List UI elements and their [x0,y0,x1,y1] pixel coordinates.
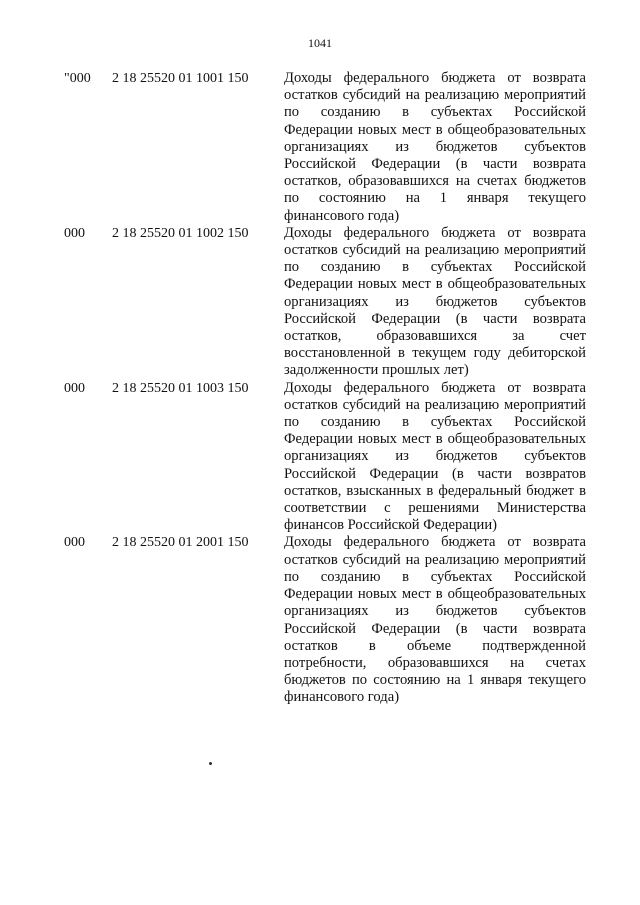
budget-classification-code: 2 18 25520 01 2001 150 [112,535,249,551]
income-description: Доходы федерального бюджета от возврата остатков субсидий на реализацию мероприятий по созданию в субъектах Российской Федерации новых мест в общеобразовательных организациях из бюджетов субъектов Российской Федерации (в части возвратов остатков, взысканных в федеральный бюджет в соответствии с решениями Министерства финансов Российской Федерации) [284,379,586,534]
budget-classification-code: 2 18 25520 01 1001 150 [112,71,249,86]
income-description: Доходы федерального бюджета от возврата остатков субсидий на реализацию мероприятий по созданию в субъектах Российской Федерации новых мест в общеобразовательных организациях из бюджетов субъектов Российской Федерации (в части возврата остатков, образовавшихся за счет восстановленной в текущем году дебиторской задолженности прошлых лет) [284,224,586,379]
budget-classification-list [64,70,592,707]
administrator-code: "000 [64,71,91,86]
budget-entry [64,225,592,380]
administrator-code: 000 [64,380,85,396]
administrator-code: 000 [64,535,85,551]
budget-classification-code: 2 18 25520 01 1002 150 [112,225,249,241]
budget-entry [64,534,592,706]
budget-classification-code: 2 18 25520 01 1003 150 [112,380,249,396]
administrator-code: 000 [64,225,85,241]
page-number: 1041 [308,36,332,50]
income-description: Доходы федерального бюджета от возврата остатков субсидий на реализацию мероприятий по созданию в субъектах Российской Федерации новых мест в общеобразовательных организациях из бюджетов субъектов Российской Федерации (в части возврата остатков, образовавшихся на счетах бюджетов по состоянию на 1 января текущего финансового года) [284,70,586,224]
budget-entry [64,70,592,225]
budget-entry [64,380,592,535]
income-description: Доходы федерального бюджета от возврата остатков субсидий на реализацию мероприятий по созданию в субъектах Российской Федерации новых мест в общеобразовательных организациях из бюджетов субъектов Российской Федерации (в части возврата остатков в объеме подтвержденной потребности, образовавшихся на счетах бюджетов по состоянию на 1 января текущего финансового года) [284,534,586,706]
scan-speck [209,762,212,765]
